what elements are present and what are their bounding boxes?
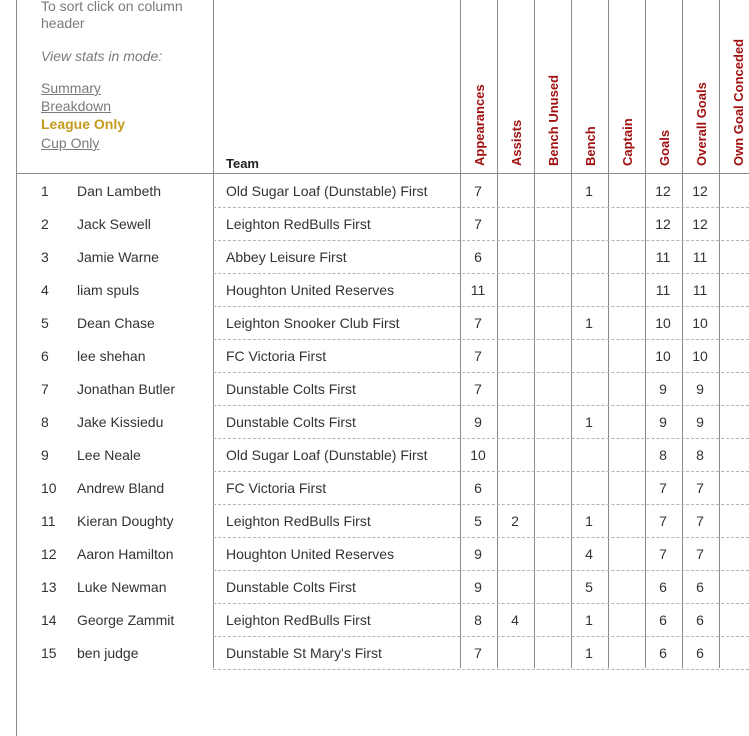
team-name-link[interactable]: Leighton RedBulls First [226,216,371,232]
appearances-cell: 5 [474,513,482,529]
overall-goals-cell: 6 [696,645,704,661]
bench-cell: 1 [585,414,593,430]
mode-link-breakdown[interactable]: Breakdown [41,98,112,114]
mode-link-summary[interactable]: Summary [41,80,101,96]
player-name-link[interactable]: Andrew Bland [77,480,165,496]
row-divider-line [213,207,749,208]
appearances-cell: 6 [474,249,482,265]
goals-header-label: Goals [657,129,672,166]
bench-cell: 1 [585,183,593,199]
rank-cell: 4 [41,282,49,298]
player-name-link[interactable]: Dean Chase [77,315,155,331]
player-name-link[interactable]: liam spuls [77,282,140,298]
bench-cell: 4 [585,546,593,562]
goals-cell: 11 [655,282,671,298]
appearances-cell: 8 [474,612,482,628]
bench-cell: 1 [585,315,593,331]
player-name-link[interactable]: lee shehan [77,348,146,364]
overall-goals-cell: 11 [692,282,708,298]
overall-goals-cell: 9 [696,414,704,430]
team-name-link[interactable]: FC Victoria First [226,480,327,496]
player-name-link[interactable]: Lee Neale [77,447,141,463]
rank-cell: 14 [41,612,57,628]
rank-cell: 6 [41,348,49,364]
overall-goals-cell: 9 [696,381,704,397]
player-name-link[interactable]: Jack Sewell [77,216,151,232]
bench-unused-header-label: Bench Unused [546,74,561,166]
header-bottom-line [16,173,749,174]
team-name-link[interactable]: Houghton United Reserves [226,282,395,298]
assists-cell: 2 [511,513,519,529]
bench-cell: 1 [585,513,593,529]
own-goal-conceded-header[interactable] [719,0,749,170]
team-name-link[interactable]: Dunstable St Mary's First [226,645,382,661]
row-divider-line [213,471,749,472]
goals-cell: 6 [659,579,667,595]
appearances-cell: 7 [474,315,482,331]
captain-header[interactable] [608,0,644,170]
team-name-link[interactable]: Old Sugar Loaf (Dunstable) First [226,447,428,463]
team-name-link[interactable]: Houghton United Reserves [226,546,395,562]
team-name-link[interactable]: Abbey Leisure First [226,249,347,265]
appearances-cell: 9 [474,579,482,595]
player-name-link[interactable]: Aaron Hamilton [77,546,174,562]
goals-header[interactable] [645,0,681,170]
view-mode-label: View stats in mode: [41,48,163,64]
row-divider-line [213,669,749,670]
rank-cell: 5 [41,315,49,331]
column-divider-line [497,0,498,668]
overall-goals-cell: 7 [696,546,704,562]
bench-cell: 5 [585,579,593,595]
column-divider-line [534,0,535,668]
team-name-link[interactable]: Leighton RedBulls First [226,612,371,628]
overall-goals-cell: 6 [696,579,704,595]
goals-cell: 8 [659,447,667,463]
overall-goals-cell: 7 [696,480,704,496]
row-divider-line [213,603,749,604]
row-divider-line [213,405,749,406]
bench-cell: 1 [585,645,593,661]
team-name-link[interactable]: Dunstable Colts First [226,381,356,397]
bench-header-label: Bench [583,126,598,166]
player-name-link[interactable]: ben judge [77,645,139,661]
rank-cell: 10 [41,480,57,496]
row-divider-line [213,636,749,637]
rank-cell: 2 [41,216,49,232]
goals-cell: 6 [659,645,667,661]
team-name-link[interactable]: Dunstable Colts First [226,579,356,595]
team-name-link[interactable]: Old Sugar Loaf (Dunstable) First [226,183,428,199]
appearances-cell: 7 [474,645,482,661]
rank-cell: 12 [41,546,57,562]
row-divider-line [213,537,749,538]
rank-cell: 8 [41,414,49,430]
appearances-cell: 11 [470,282,486,298]
player-name-link[interactable]: Jonathan Butler [77,381,176,397]
mode-link-cup-only[interactable]: Cup Only [41,135,100,151]
overall-goals-cell: 8 [696,447,704,463]
goals-cell: 12 [655,183,671,199]
player-name-link[interactable]: George Zammit [77,612,175,628]
team-name-link[interactable]: FC Victoria First [226,348,327,364]
mode-link-league-only[interactable]: League Only [41,116,126,132]
appearances-cell: 7 [474,381,482,397]
left-border-line [16,0,17,736]
overall-goals-cell: 6 [696,612,704,628]
rank-cell: 13 [41,579,57,595]
column-divider-line [608,0,609,668]
player-name-link[interactable]: Luke Newman [77,579,167,595]
appearances-header-label: Appearances [472,84,487,166]
column-divider-line [571,0,572,668]
rank-cell: 1 [41,183,49,199]
row-divider-line [213,306,749,307]
goals-cell: 10 [655,348,671,364]
bench-cell: 1 [585,612,593,628]
appearances-cell: 7 [474,216,482,232]
goals-cell: 12 [655,216,671,232]
row-divider-line [213,273,749,274]
rank-cell: 11 [41,513,56,529]
overall-goals-cell: 12 [692,183,708,199]
row-divider-line [213,438,749,439]
goals-cell: 6 [659,612,667,628]
team-name-link[interactable]: Dunstable Colts First [226,414,356,430]
player-name-link[interactable]: Dan Lambeth [77,183,162,199]
team-name-link[interactable]: Leighton RedBulls First [226,513,371,529]
own-goal-conceded-header-label: Own Goal Conceded [731,38,746,166]
goals-cell: 9 [659,381,667,397]
bench-header[interactable] [571,0,607,170]
overall-goals-cell: 12 [692,216,708,232]
team-left-border-line [213,0,214,668]
rank-cell: 7 [41,381,49,397]
assists-header[interactable] [497,0,533,170]
rank-cell: 9 [41,447,49,463]
sort-hint-line2: header [41,15,85,31]
row-divider-line [213,372,749,373]
overall-goals-cell: 10 [692,315,708,331]
row-divider-line [213,570,749,571]
appearances-cell: 6 [474,480,482,496]
rank-cell: 3 [41,249,49,265]
assists-header-label: Assists [509,119,524,166]
column-divider-line [719,0,720,668]
row-divider-line [213,339,749,340]
appearances-cell: 9 [474,414,482,430]
goals-cell: 7 [659,480,667,496]
goals-cell: 7 [659,513,667,529]
row-divider-line [213,240,749,241]
appearances-cell: 9 [474,546,482,562]
column-divider-line [460,0,461,668]
overall-goals-cell: 7 [696,513,704,529]
captain-header-label: Captain [620,118,635,166]
overall-goals-header-label: Overall Goals [694,82,709,166]
assists-cell: 4 [511,612,519,628]
player-name-link[interactable]: Jamie Warne [77,249,159,265]
team-column-header[interactable]: Team [226,156,259,171]
appearances-header[interactable] [460,0,496,170]
overall-goals-header[interactable] [682,0,718,170]
goals-cell: 9 [659,414,667,430]
goals-cell: 10 [655,315,671,331]
overall-goals-cell: 10 [692,348,708,364]
player-name-link[interactable]: Kieran Doughty [77,513,174,529]
appearances-cell: 7 [474,183,482,199]
team-name-link[interactable]: Leighton Snooker Club First [226,315,400,331]
bench-unused-header[interactable] [534,0,570,170]
column-divider-line [682,0,683,668]
goals-cell: 7 [659,546,667,562]
rank-cell: 15 [41,645,57,661]
sort-hint [41,0,183,32]
appearances-cell: 7 [474,348,482,364]
goals-cell: 11 [655,249,671,265]
appearances-cell: 10 [470,447,486,463]
row-divider-line [213,504,749,505]
sort-hint-line1: To sort click on column [41,0,183,14]
overall-goals-cell: 11 [692,249,708,265]
player-name-link[interactable]: Jake Kissiedu [77,414,164,430]
column-divider-line [645,0,646,668]
